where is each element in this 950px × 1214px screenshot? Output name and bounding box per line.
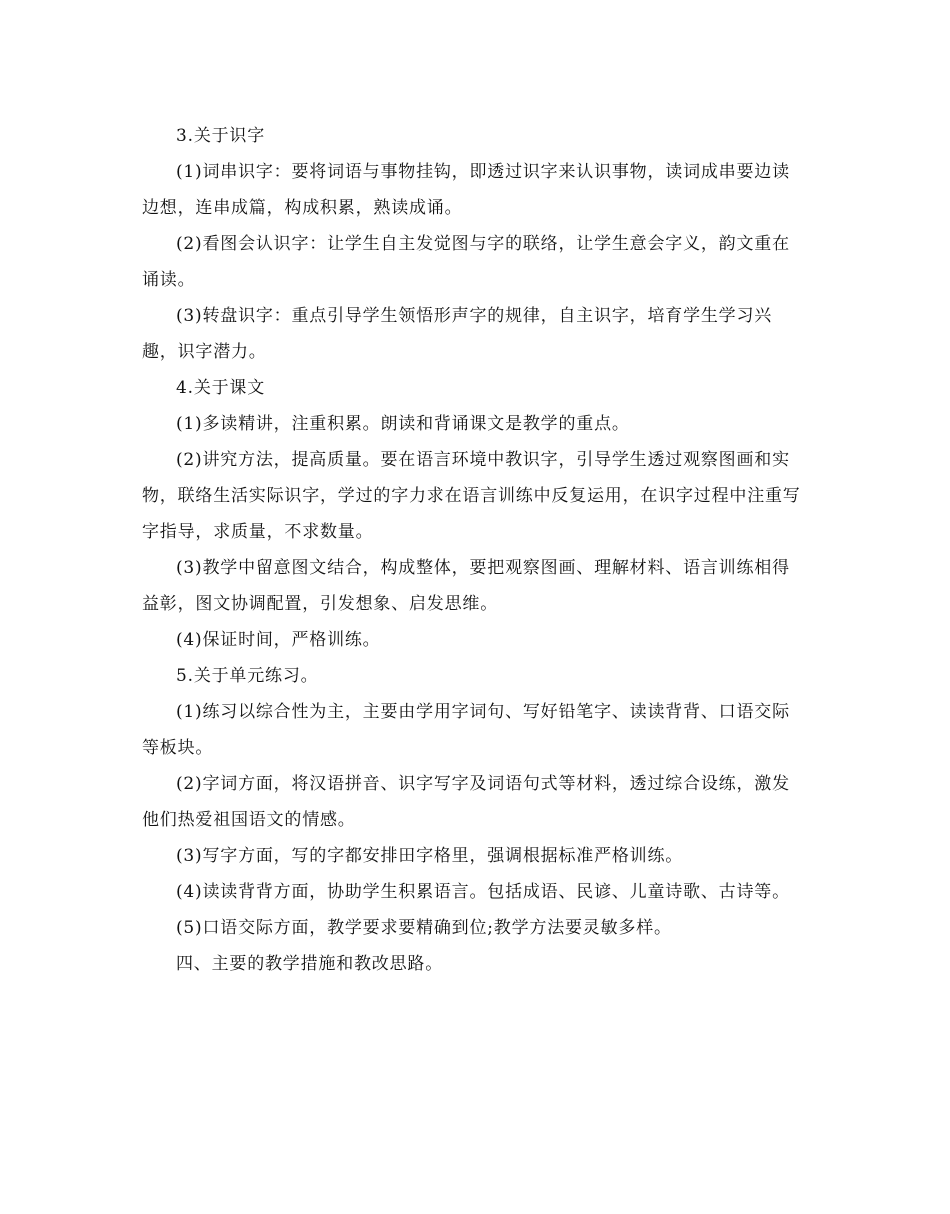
paragraph-literacy-2: (2)看图会认识字：让学生自主发觉图与字的联络，让学生意会字义，韵文重在诵读。 xyxy=(142,234,790,290)
section-heading-measures: 四、主要的教学措施和教改思路。 xyxy=(176,954,443,974)
paragraph-literacy-1: (1)词串识字：要将词语与事物挂钩，即透过识字来认识事物，读词成串要边读边想，连串成篇，构成积累，熟读成诵。 xyxy=(142,162,790,218)
paragraph-texts-3: (3)教学中留意图文结合，构成整体，要把观察图画、理解材料、语言训练相得益彰，图文协调配置，引发想象、启发思维。 xyxy=(142,558,790,614)
section-heading-literacy: 3.关于识字 xyxy=(176,126,266,146)
paragraph-exercises-1: (1)练习以综合性为主，主要由学用字词句、写好铅笔字、读读背背、口语交际等板块。 xyxy=(142,702,790,758)
section-heading-texts: 4.关于课文 xyxy=(176,378,266,398)
paragraph-literacy-3: (3)转盘识字：重点引导学生领悟形声字的规律，自主识字，培育学生学习兴趣，识字潜力。 xyxy=(142,306,773,362)
paragraph-texts-1: (1)多读精讲，注重积累。朗读和背诵课文是教学的重点。 xyxy=(176,414,630,434)
paragraph-texts-4: (4)保证时间，严格训练。 xyxy=(176,630,381,650)
paragraph-exercises-2: (2)字词方面，将汉语拼音、识字写字及词语句式等材料，透过综合设练，激发他们热爱祖国语文的情感。 xyxy=(142,774,790,830)
section-heading-unit-exercises: 5.关于单元练习。 xyxy=(176,666,319,686)
document-body xyxy=(142,118,807,982)
paragraph-exercises-5: (5)口语交际方面，教学要求要精确到位;教学方法要灵敏多样。 xyxy=(176,918,672,938)
paragraph-texts-2: (2)讲究方法，提高质量。要在语言环境中教识字，引导学生透过观察图画和实物，联络生活实际识字，学过的字力求在语言训练中反复运用，在识字过程中注重写字指导，求质量，不求数量。 xyxy=(142,450,801,542)
paragraph-exercises-3: (3)写字方面，写的字都安排田字格里，强调根据标准严格训练。 xyxy=(176,846,684,866)
paragraph-exercises-4: (4)读读背背方面，协助学生积累语言。包括成语、民谚、儿童诗歌、古诗等。 xyxy=(176,882,790,902)
